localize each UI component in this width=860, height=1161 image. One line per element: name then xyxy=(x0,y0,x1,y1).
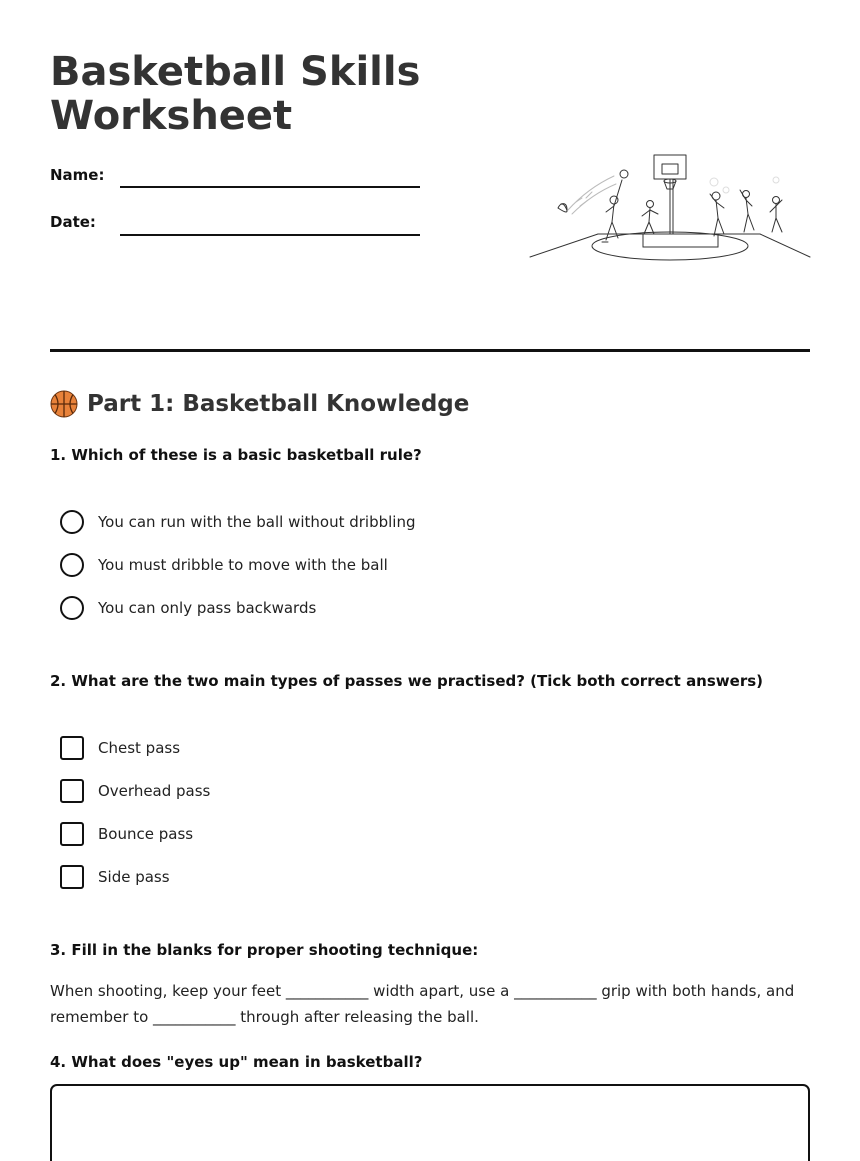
checkbox[interactable] xyxy=(60,822,84,846)
checkbox[interactable] xyxy=(60,736,84,760)
worksheet-title: Basketball Skills Worksheet xyxy=(50,49,421,139)
option-label: Bounce pass xyxy=(98,825,194,843)
answer-textarea[interactable] xyxy=(50,1084,810,1161)
date-label: Date: xyxy=(50,213,96,231)
q2-option-3[interactable] xyxy=(60,822,193,846)
option-label: Overhead pass xyxy=(98,782,211,800)
basketball-icon xyxy=(50,390,78,418)
question-3: 3. Fill in the blanks for proper shooting technique: xyxy=(50,941,479,959)
q2-option-4[interactable] xyxy=(60,865,170,889)
name-input-line[interactable] xyxy=(120,186,420,188)
q2-option-1[interactable] xyxy=(60,736,180,760)
date-input-line[interactable] xyxy=(120,234,420,236)
date-field-row xyxy=(50,211,430,241)
checkbox[interactable] xyxy=(60,779,84,803)
q1-option-3[interactable] xyxy=(60,596,316,620)
q1-option-1[interactable] xyxy=(60,510,416,534)
radio-button[interactable] xyxy=(60,553,84,577)
question-1: 1. Which of these is a basic basketball rule? xyxy=(50,446,422,464)
option-label: You can run with the ball without dribbling xyxy=(98,513,416,531)
section-divider xyxy=(50,349,810,352)
basketball-game-illustration xyxy=(528,150,812,264)
fill-in-blanks-text: When shooting, keep your feet ___________ width apart, use a ___________ grip with both hands, and remember to ___________ through after releasing the ball. xyxy=(50,982,795,1026)
q2-option-2[interactable] xyxy=(60,779,210,803)
option-label: Chest pass xyxy=(98,739,181,757)
option-label: You can only pass backwards xyxy=(98,599,317,617)
radio-button[interactable] xyxy=(60,596,84,620)
checkbox[interactable] xyxy=(60,865,84,889)
question-2: 2. What are the two main types of passes we practised? (Tick both correct answers) xyxy=(50,672,764,690)
part1-title: Part 1: Basketball Knowledge xyxy=(87,391,470,417)
name-field-row xyxy=(50,164,430,194)
radio-button[interactable] xyxy=(60,510,84,534)
option-label: Side pass xyxy=(98,868,170,886)
question-4: 4. What does "eyes up" mean in basketball? xyxy=(50,1053,423,1071)
q1-option-2[interactable] xyxy=(60,553,388,577)
option-label: You must dribble to move with the ball xyxy=(98,556,388,574)
part1-heading xyxy=(50,388,469,420)
name-label: Name: xyxy=(50,166,105,184)
